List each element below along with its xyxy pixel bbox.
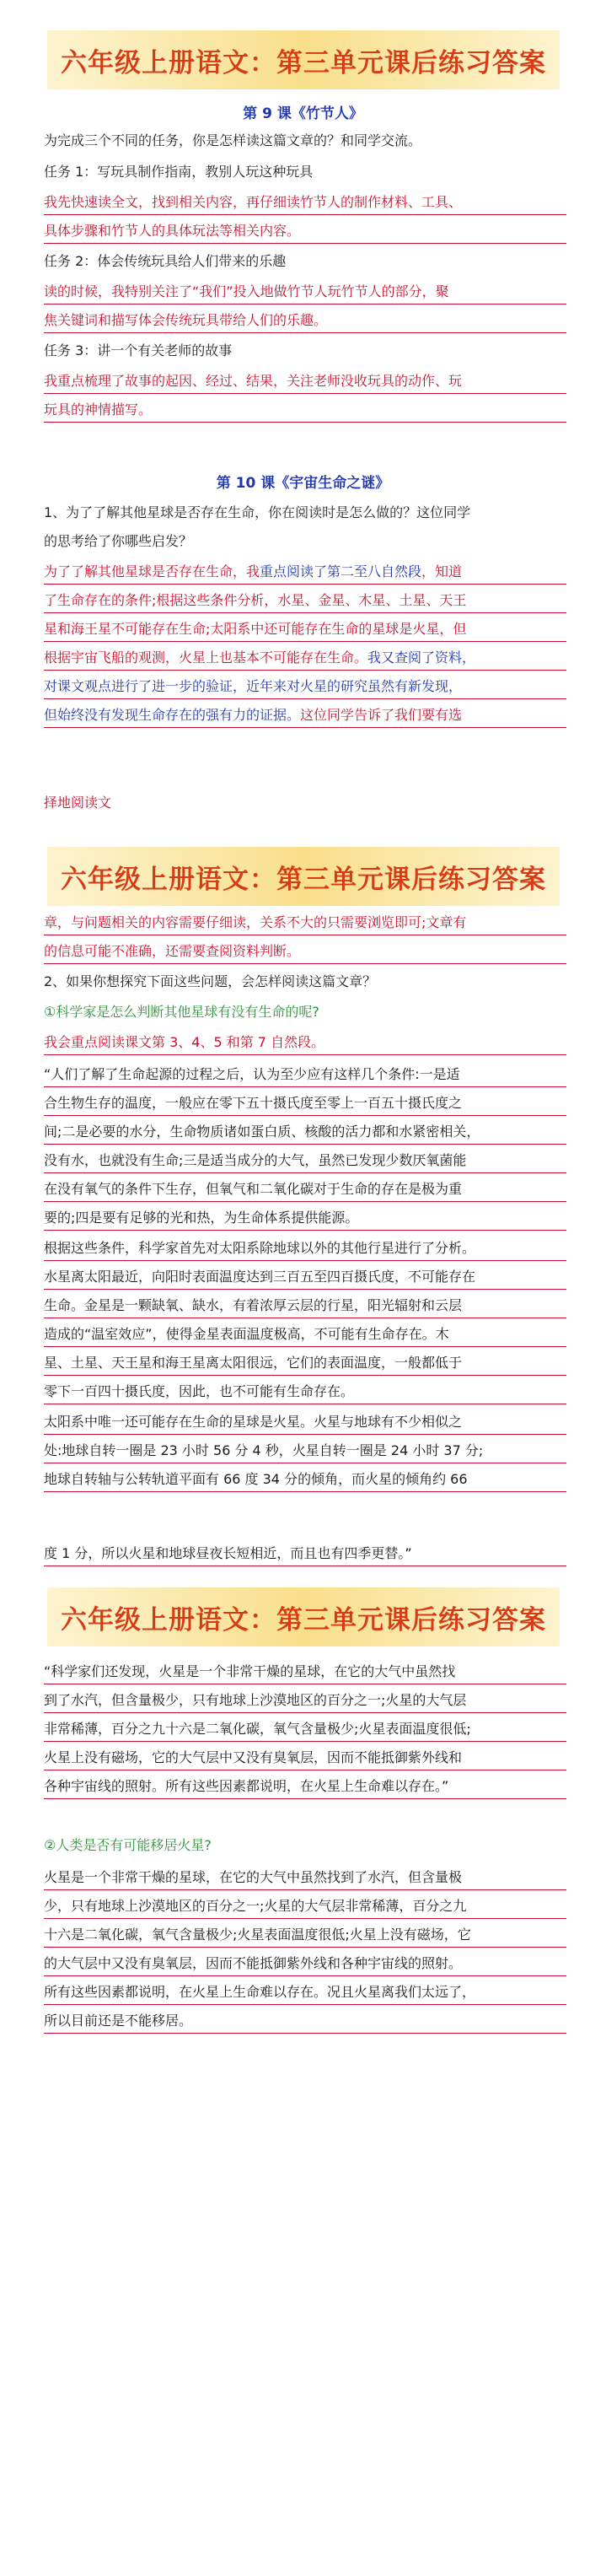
lesson10-q1-line: 的思考给了你哪些启发？ [44, 533, 193, 549]
task1-question: 任务 1：写玩具制作指南，教别人玩这种玩具 [44, 164, 314, 180]
quote-line: 星、土星、天王星和海王星离太阳很远，它们的表面温度，一般都低于 [44, 1353, 566, 1376]
a1-highlight: 对课文观点进行了进一步的验证，近年来对火星的研究虽然有新发现， [44, 678, 463, 694]
header-banner [47, 847, 560, 906]
header-title: 六年级上册语文：第三单元课后练习答案 [61, 1604, 546, 1636]
sub2-answer-line: 少，只有地球上沙漠地区的百分之一;火星的大气层非常稀薄，百分之九 [44, 1896, 566, 1919]
sub2-answer-line: 所有这些因素都说明，在火星上生命难以存在。况且火星离我们太远了， [44, 1982, 566, 2005]
header-title: 六年级上册语文：第三单元课后练习答案 [61, 864, 546, 895]
a1-text: 为了了解其他星球是否存在生命，我 [44, 563, 260, 579]
quote-line: 间;二是必要的水分，生命物质诸如蛋白质、核酸的活力都和水紧密相关， [44, 1122, 566, 1145]
lesson10-a1-line: 了生命存在的条件;根据这些条件分析，水星、金星、木星、土星、天王 [44, 590, 566, 613]
sub2-answer-line: 火星是一个非常干燥的星球，在它的大气中虽然找到了水汽，但含量极 [44, 1867, 566, 1890]
lesson10-a1-line [44, 562, 566, 585]
task1-answer-line: 我先快速读全文，找到相关内容，再仔细读竹节人的制作材料、工具、 [44, 192, 566, 215]
lesson10-a1-line: 星和海王星不可能存在生命;太阳系中还可能存在生命的星球是火星，但 [44, 619, 566, 642]
lesson10-a1-line [44, 676, 566, 699]
lesson10-a1-line: 择地阅读文 [44, 795, 112, 811]
quote-line: 零下一百四十摄氏度，因此，也不可能有生命存在。 [44, 1382, 566, 1404]
quote-line: 非常稀薄，百分之九十六是二氧化碳，氧气含量极少;火星表面温度很低; [44, 1719, 566, 1742]
task2-answer-line: 读的时候，我特别关注了“我们”投入地做竹节人玩竹节人的部分，聚 [44, 282, 566, 304]
quote-line: 各种宇宙线的照射。所有这些因素都说明，在火星上生命难以存在。” [44, 1776, 566, 1799]
quote-line: 处:地球自转一圈是 23 小时 56 分 4 秒，火星自转一圈是 24 小时 37 分; [44, 1441, 566, 1463]
lesson10-a1-line: 的信息可能不准确，还需要查阅资料判断。 [44, 941, 566, 964]
a1-highlight: 我又查阅了资料， [367, 649, 476, 666]
quote-line: 生命。金星是一颗缺氧、缺水，有着浓厚云层的行星，阳光辐射和云层 [44, 1296, 566, 1318]
quote-line: “人们了解了生命起源的过程之后，认为至少应有这样几个条件:一是适 [44, 1064, 566, 1087]
quote-line: 水星离太阳最近，向阳时表面温度达到三百五至四百摄氏度，不可能存在 [44, 1267, 566, 1290]
a1-text: 根据宇宙飞船的观测，火星上也基本不可能存在生命。 [44, 649, 368, 666]
quote-line: 度 1 分，所以火星和地球昼夜长短相近，而且也有四季更替。” [44, 1544, 566, 1566]
sub-question-2: ②人类是否有可能移居火星? [44, 1837, 212, 1853]
a1-text: 这位同学告诉了我们要有选 [300, 707, 463, 723]
quote-line: 到了水汽，但含量极少，只有地球上沙漠地区的百分之一;火星的大气层 [44, 1690, 566, 1713]
quote-line: 合生物生存的温度，一般应在零下五十摄氏度至零上一百五十摄氏度之 [44, 1093, 566, 1116]
lesson10-title: 第 10 课《宇宙生命之谜》 [216, 475, 390, 492]
quote-line: 地球自转轴与公转轨道平面有 66 度 34 分的倾角，而火星的倾角约 66 [44, 1469, 566, 1492]
lesson10-q1-line: 1、为了了解其他星球是否存在生命，你在阅读时是怎么做的？这位同学 [44, 504, 471, 520]
lesson10-a1-line [44, 648, 566, 671]
sub2-answer-line: 的大气层中又没有臭氧层，因而不能抵御紫外线和各种宇宙线的照射。 [44, 1954, 566, 1976]
a1-highlight: 重点阅读了第二至八自然段 [260, 563, 422, 579]
quote-line: 没有水，也就没有生命;三是适当成分的大气，虽然已发现少数厌氧菌能 [44, 1151, 566, 1173]
sub2-answer-line: 所以目前还是不能移居。 [44, 2011, 566, 2034]
quote-line: 根据这些条件，科学家首先对太阳系除地球以外的其他行星进行了分析。 [44, 1238, 566, 1261]
task1-answer-line: 具体步骤和竹节人的具体玩法等相关内容。 [44, 221, 566, 244]
lesson9-title: 第 9 课《竹节人》 [243, 105, 363, 122]
lesson10-q2: 2、如果你想探究下面这些问题，会怎样阅读这篇文章？ [44, 973, 377, 989]
task3-answer-line: 玩具的神情描写。 [44, 400, 566, 423]
header-title: 六年级上册语文：第三单元课后练习答案 [61, 47, 546, 78]
lesson10-a1-line [44, 705, 566, 728]
quote-line: 火星上没有磁场，它的大气层中又没有臭氧层，因而不能抵御紫外线和 [44, 1748, 566, 1770]
quote-line: 造成的“温室效应”，使得金星表面温度极高，不可能有生命存在。木 [44, 1324, 566, 1347]
quote-line: 要的;四是要有足够的光和热，为生命体系提供能源。 [44, 1208, 566, 1231]
quote-line: “科学家们还发现，火星是一个非常干燥的星球，在它的大气中虽然找 [44, 1662, 566, 1684]
header-banner [47, 1587, 560, 1646]
task2-answer-line: 焦关键词和描写体会传统玩具带给人们的乐趣。 [44, 310, 566, 333]
task2-question: 任务 2：体会传统玩具给人们带来的乐趣 [44, 253, 287, 269]
header-banner [47, 30, 560, 89]
sub-question-1: ①科学家是怎么判断其他星球有没有生命的呢? [44, 1004, 319, 1020]
quote-line: 太阳系中唯一还可能存在生命的星球是火星。火星与地球有不少相似之 [44, 1412, 566, 1435]
task3-question: 任务 3：讲一个有关老师的故事 [44, 342, 233, 358]
task3-answer-line: 我重点梳理了故事的起因、经过、结果，关注老师没收玩具的动作、玩 [44, 371, 566, 394]
lesson10-a1-line: 章，与问题相关的内容需要仔细读，关系不大的只需要浏览即可;文章有 [44, 913, 566, 935]
lesson9-intro: 为完成三个不同的任务，你是怎样读这篇文章的？和同学交流。 [44, 132, 422, 148]
a1-text: ，知道 [421, 563, 463, 579]
sub2-answer-line: 十六是二氧化碳，氧气含量极少;火星表面温度很低;火星上没有磁场，它 [44, 1925, 566, 1948]
quote-line: 在没有氧气的条件下生存，但氧气和二氧化碳对于生命的存在是极为重 [44, 1179, 566, 1202]
sub1-answer: 我会重点阅读课文第 3、4、5 和第 7 自然段。 [44, 1032, 566, 1055]
a1-highlight: 但始终没有发现生命存在的强有力的证据。 [44, 707, 301, 723]
